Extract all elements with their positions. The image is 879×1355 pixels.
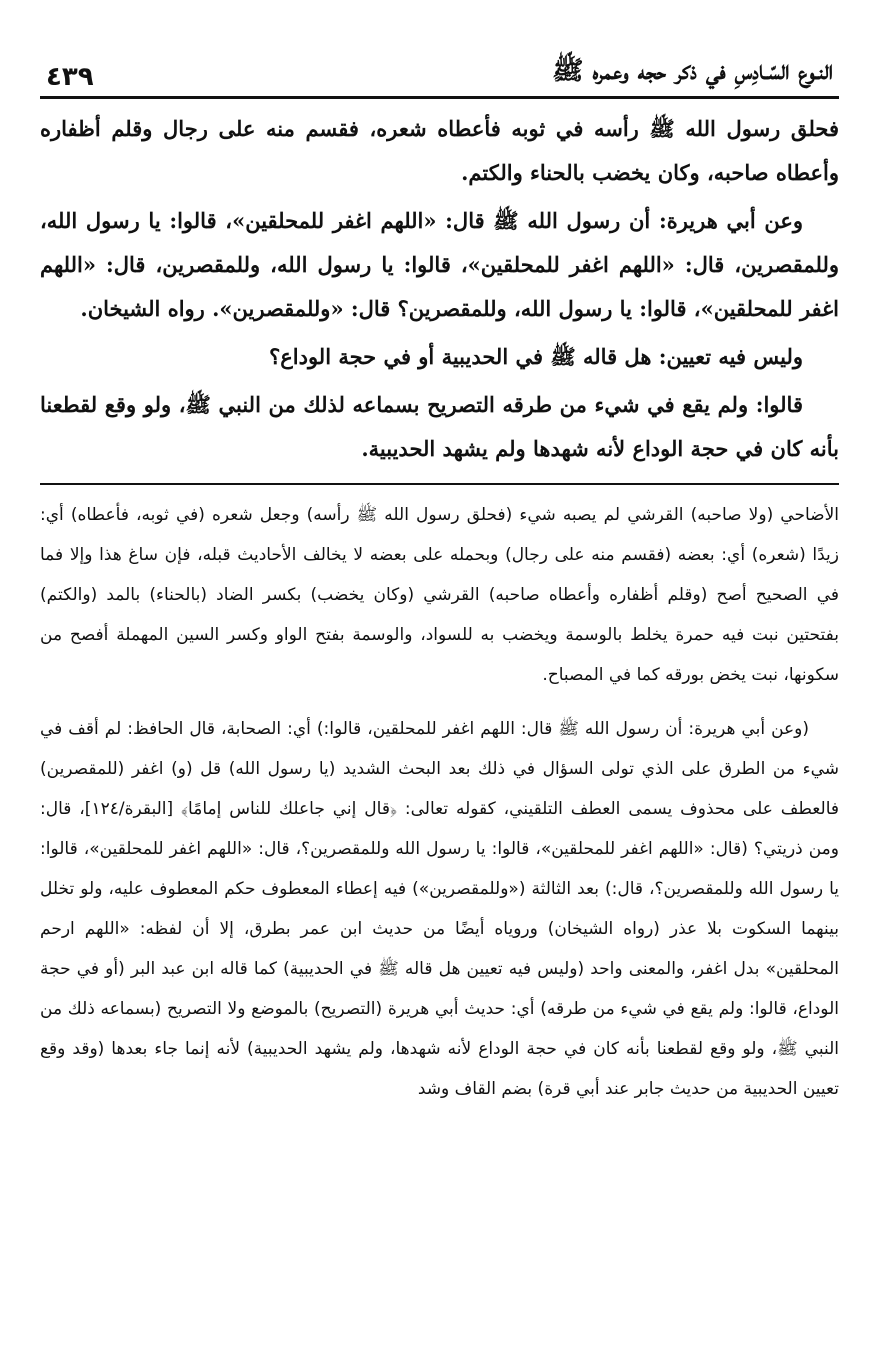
page-header: [40, 40, 839, 99]
commentary-paragraph-1: الأضاحي (ولا صاحبه) القرشي لم يصبه شيء (فحلق رسول الله ﷺ رأسه) وجعل شعره (في ثوبه، فأعطاه) أي: زيدًا (شعره) أي: بعضه (فقسم منه على رجال) وبحمله على بعضه لا يخالف الأحاديث قبله، فإن ساغ هذا وإلا فما في الصحيح أصح (وقلم أظفاره وأعطاه صاحبه) القرشي (وكان يخضب) بكسر الضاد (بالحناء) بالمد (والكتم) بفتحتين نبت فيه حمرة يخلط بالوسمة ويخضب به للسواد، والوسمة بفتح الواو وكسر السين المهملة أفصح من سكونها، نبت يخض بورقه كما في المصباح.: [40, 505, 839, 685]
main-paragraph-4: قالوا: ولم يقع في شيء من طرقه التصريح بسماعه لذلك من النبي ﷺ، ولو وقع لقطعنا بأنه كان في حجة الوداع لأنه شهدها ولم يشهد الحديبية.: [40, 392, 839, 461]
main-text: [40, 107, 839, 471]
commentary-text: [40, 495, 839, 1109]
running-title: النـوع السّـادِسِ في ذكر حجه وعمره ﷺ: [552, 56, 833, 86]
commentary-paragraph-2: (وعن أبي هريرة: أن رسول الله ﷺ قال: اللهم اغفر للمحلقين، قالوا:) أي: الصحابة، قال الحافظ: لم أقف في شيء من الطرق على الذي تولى السؤال في ذلك بعد البحث الشديد (يا رسول الله) قل (و) اغفر (للمقصرين) فالعطف على محذوف يسمى العطف التلقيني، كقوله تعالى: ﴿قال إني جاعلك للناس إمامًا﴾ [البقرة/١٢٤]، قال: ومن ذريتي؟ (قال: «اللهم اغفر للمحلقين»، قالوا: يا رسول الله وللمقصرين؟، قال: «اللهم اغفر للمحلقين»، قالوا: يا رسول الله وللمقصرين؟، قال:) بعد الثالثة («وللمقصرين») فيه إعطاء المعطوف حكم المعطوف عليه، ولو تخلل بينهما السكوت بلا عذر (رواه الشيخان) وروياه أيضًا من حديث ابن عمر بطرق، إلا أن لفظه: «اللهم ارحم المحلقين» بدل اغفر، والمعنى واحد (وليس فيه تعيين هل قاله ﷺ في الحديبية) كما قاله ابن عبد البر (أو في حجة الوداع، قالوا: ولم يقع في شيء من طرقه) أي: حديث أبي هريرة (التصريح) بالموضع ولا التصريح (بسماعه ذلك من النبي ﷺ، ولو وقع لقطعنا بأنه كان في حجة الوداع لأنه شهدها، ولم يشهد الحديبية) لأنه إنما جاء بعدها (وقد وقع تعيين الحديبية من حديث جابر عند أبي قرة) بضم القاف وشد: [40, 719, 839, 1099]
section-divider: [40, 483, 839, 485]
main-paragraph-1: فحلق رسول الله ﷺ رأسه في ثوبه فأعطاه شعره، فقسم منه على رجال وقلم أظفاره وأعطاه صاحبه، وكان يخضب بالحناء والكتم.: [40, 116, 839, 185]
page-number: ٤٣٩: [46, 62, 94, 92]
main-paragraph-2: وعن أبي هريرة: أن رسول الله ﷺ قال: «اللهم اغفر للمحلقين»، قالوا: يا رسول الله، وللمقصرين، قال: «اللهم اغفر للمحلقين»، قالوا: يا رسول الله، وللمقصرين، قال: «اللهم اغفر للمحلقين»، قالوا: يا رسول الله، وللمقصرين؟ قال: «وللمقصرين». رواه الشيخان.: [40, 208, 839, 321]
main-paragraph-3: وليس فيه تعيين: هل قاله ﷺ في الحديبية أو في حجة الوداع؟: [269, 344, 803, 369]
